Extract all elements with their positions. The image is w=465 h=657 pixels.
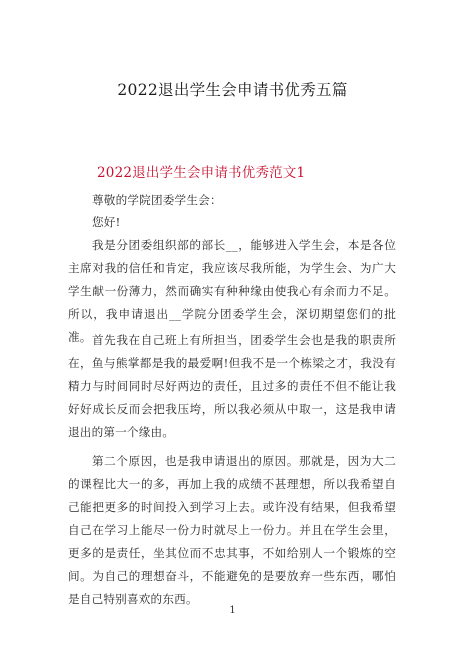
page-number: 1 bbox=[229, 605, 236, 616]
greeting: 您好! bbox=[92, 215, 121, 229]
body-paragraph-3: 第二个原因，也是我申请退出的原因。那就是，因为大二的课程比大一的多，再加上我的成绩不甚理想，所以我希望自己能把更多的时间投入到学习上去。或许没有结果，但我希望自己在学习上能尽一份力时就尽上一份力。并且在学生会里，更多的是责任，坐其位而不忠其事，不如给别人一个锻炼的空间。为自己的理想奋斗，不能避免的是要放弃一些东西，哪怕是自己特别喜欢的东西。 bbox=[68, 454, 396, 606]
body-paragraph-2: 首先我在自己班上有所担当，团委学生会也是我的职责所在，鱼与熊掌都是我的最爱啊!但我不是一个栋梁之才，我没有精力与时间同时尽好两边的责任，且过多的责任不但不能让我好好成长反而会把我压垮，所以我必须从中取一，这是我申请退出的第一个缘由。 bbox=[68, 333, 396, 439]
document-title: 2022退出学生会申请书优秀五篇 bbox=[117, 81, 348, 99]
section-title: 2022退出学生会申请书优秀范文1 bbox=[97, 165, 306, 181]
body-paragraph-1: 我是分团委组织部的部长__，能够进入学生会，本是各位主席对我的信任和肯定，我应该尽我所能，为学生会、为广大学生献一份薄力，然而确实有种种缘由使我心有余而力不足。所以，我申请退出__学院分团委学生会，深切期望您们的批准。 bbox=[68, 238, 396, 344]
salutation: 尊敬的学院团委学生会： bbox=[92, 193, 222, 207]
